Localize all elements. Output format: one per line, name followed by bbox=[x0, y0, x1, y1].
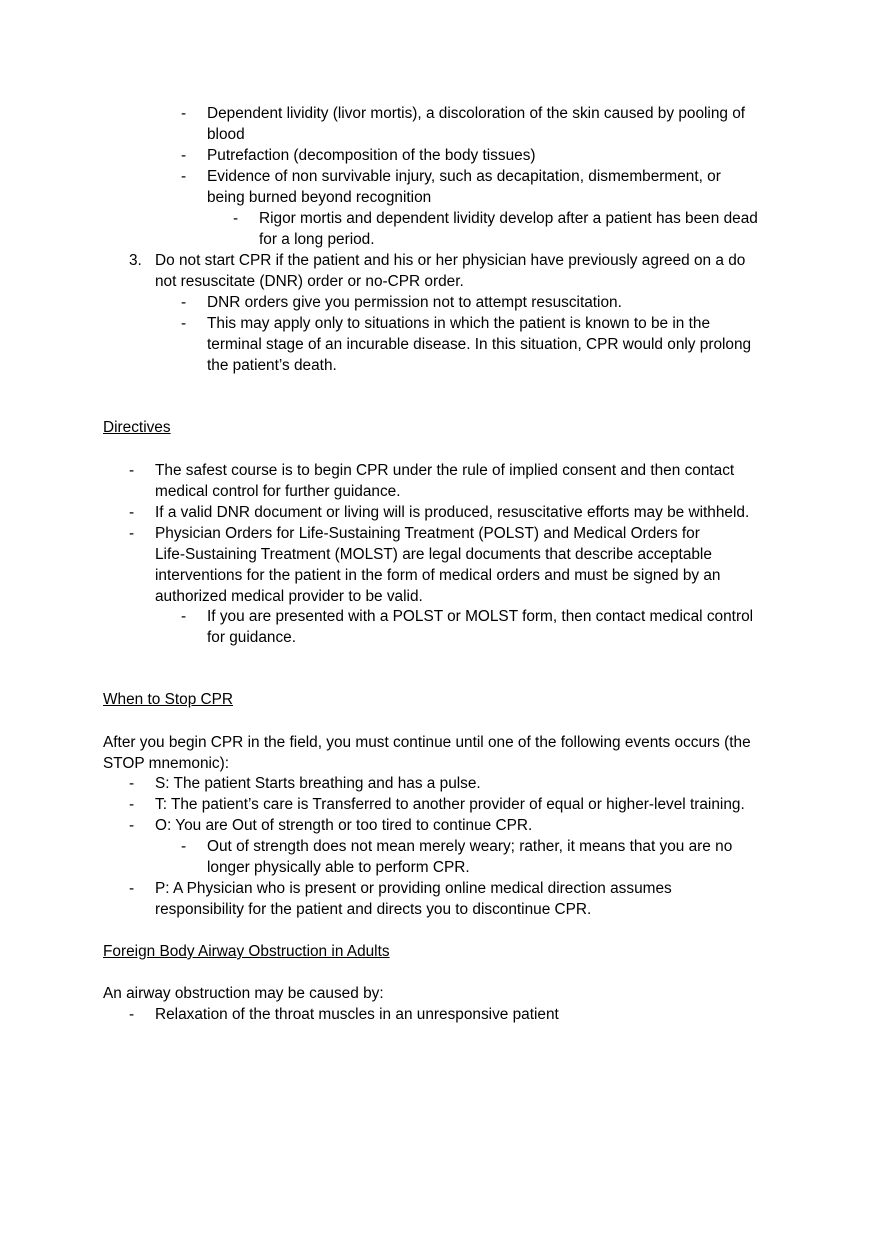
bullet-dash: - bbox=[181, 608, 187, 625]
bullet-dash: - bbox=[181, 294, 187, 311]
stop-o-line: O: You are Out of strength or too tired to continue CPR. bbox=[155, 817, 533, 834]
rigor-line-2: for a long period. bbox=[259, 231, 375, 248]
livor-line-2: blood bbox=[207, 126, 245, 143]
bullet-dash: - bbox=[181, 315, 187, 332]
polst-line-3: interventions for the patient in the form of medical orders and must be signed by an bbox=[155, 567, 721, 584]
fbao-intro: An airway obstruction may be caused by: bbox=[103, 985, 384, 1002]
stop-o-sub-line-1: Out of strength does not mean merely weary; rather, it means that you are no bbox=[207, 838, 733, 855]
terminal-line-3: the patient’s death. bbox=[207, 357, 337, 374]
stop-o-sub-line-2: longer physically able to perform CPR. bbox=[207, 859, 470, 876]
fbao-heading: Foreign Body Airway Obstruction in Adults bbox=[103, 943, 390, 960]
stop-p-line-1: P: A Physician who is present or providing online medical direction assumes bbox=[155, 880, 672, 897]
stop-cpr-heading: When to Stop CPR bbox=[103, 691, 234, 708]
bullet-dash: - bbox=[129, 504, 135, 521]
bullet-dash: - bbox=[129, 525, 135, 542]
bullet-dash: - bbox=[181, 168, 187, 185]
terminal-line-2: terminal stage of an incurable disease. In this situation, CPR would only prolong bbox=[207, 336, 752, 353]
valid-dnr-line: If a valid DNR document or living will is produced, resuscitative efforts may be withheld. bbox=[155, 504, 750, 521]
bullet-dash: - bbox=[129, 880, 135, 897]
item3-line-2: not resuscitate (DNR) order or no-CPR order. bbox=[155, 273, 464, 290]
polst-form-line-2: for guidance. bbox=[207, 629, 296, 646]
putrefaction-line: Putrefaction (decomposition of the body tissues) bbox=[207, 147, 536, 164]
bullet-dash: - bbox=[129, 796, 135, 813]
polst-form-line-1: If you are presented with a POLST or MOLST form, then contact medical control bbox=[207, 608, 754, 625]
bullet-dash: - bbox=[129, 817, 135, 834]
bullet-dash: - bbox=[181, 838, 187, 855]
safest-course-line-1: The safest course is to begin CPR under the rule of implied consent and then contact bbox=[155, 462, 735, 479]
fbao-relaxation-line: Relaxation of the throat muscles in an unresponsive patient bbox=[155, 1006, 559, 1023]
stop-s-line: S: The patient Starts breathing and has a pulse. bbox=[155, 775, 481, 792]
directives-heading: Directives bbox=[103, 419, 171, 436]
safest-course-line-2: medical control for further guidance. bbox=[155, 483, 401, 500]
livor-line-1: Dependent lividity (livor mortis), a discoloration of the skin caused by pooling of bbox=[207, 105, 746, 122]
list-number: 3. bbox=[129, 252, 142, 269]
stop-t-line: T: The patient’s care is Transferred to another provider of equal or higher-level training. bbox=[155, 796, 745, 813]
bullet-dash: - bbox=[181, 105, 187, 122]
injury-line-2: being burned beyond recognition bbox=[207, 189, 432, 206]
polst-line-2: Life-Sustaining Treatment (MOLST) are legal documents that describe acceptable bbox=[155, 546, 712, 563]
item3-line-1: Do not start CPR if the patient and his or her physician have previously agreed on a do bbox=[155, 252, 746, 269]
injury-line-1: Evidence of non survivable injury, such as decapitation, dismemberment, or bbox=[207, 168, 721, 185]
stop-p-line-2: responsibility for the patient and directs you to discontinue CPR. bbox=[155, 901, 592, 918]
stop-intro-line-2: STOP mnemonic): bbox=[103, 755, 230, 772]
polst-line-1: Physician Orders for Life-Sustaining Treatment (POLST) and Medical Orders for bbox=[155, 525, 700, 542]
stop-intro-line-1: After you begin CPR in the field, you must continue until one of the following events occurs (the bbox=[103, 734, 751, 751]
bullet-dash: - bbox=[129, 775, 135, 792]
bullet-dash: - bbox=[129, 462, 135, 479]
bullet-dash: - bbox=[181, 147, 187, 164]
terminal-line-1: This may apply only to situations in which the patient is known to be in the bbox=[207, 315, 711, 332]
rigor-line-1: Rigor mortis and dependent lividity develop after a patient has been dead bbox=[259, 210, 758, 227]
bullet-dash: - bbox=[129, 1006, 135, 1023]
polst-line-4: authorized medical provider to be valid. bbox=[155, 588, 423, 605]
dnr-permission-line: DNR orders give you permission not to attempt resuscitation. bbox=[207, 294, 622, 311]
bullet-dash: - bbox=[233, 210, 239, 227]
